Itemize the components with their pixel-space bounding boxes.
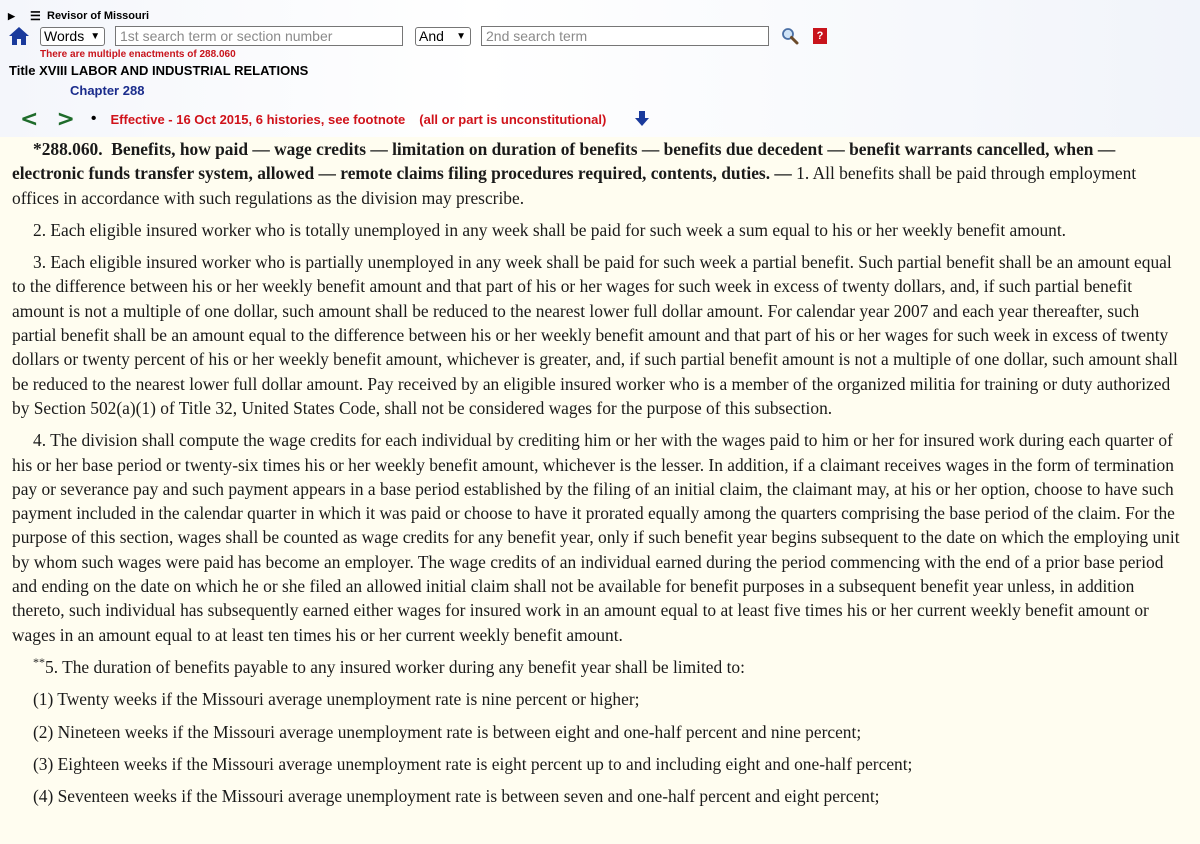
expand-icon[interactable]: ▶: [8, 10, 15, 21]
search-term-2-placeholder: 2nd search term: [486, 28, 588, 44]
subsection-1: 1. All benefits shall be paid through employment offices in accordance with such regulations as the division may prescribe.: [12, 163, 1137, 208]
search-bar: [8, 24, 827, 48]
chapter-link[interactable]: Chapter 288: [70, 83, 145, 98]
list-item: (4) Seventeen weeks if the Missouri average unemployment rate is between seven and one-half percent and eight percent;: [33, 786, 880, 807]
bullet-icon: •: [90, 110, 97, 127]
search-term-2-input[interactable]: [481, 26, 769, 46]
arrow-down-icon[interactable]: [634, 110, 650, 128]
search-term-1-placeholder: 1st search term or section number: [120, 28, 333, 44]
list-item: (1) Twenty weeks if the Missouri average unemployment rate is nine percent or higher;: [33, 689, 640, 710]
previous-section-button[interactable]: <: [20, 106, 39, 132]
search-operator-value: And: [419, 28, 444, 44]
effective-date-link[interactable]: Effective - 16 Oct 2015, 6 histories, see footnote: [110, 111, 406, 127]
footnote-marker[interactable]: **: [33, 655, 45, 670]
subsection-5-paragraph: [0, 655, 1200, 679]
search-operator-select[interactable]: [415, 27, 471, 46]
subsection-3: 3. Each eligible insured worker who is partially unemployed in any week shall be paid for such week a partial benefit. Such partial benefit shall be an amount equal to the difference between his or her weekly benefit amount and that part of his or her wages for such week in excess of twenty dollars, and, if such partial benefit amount is not a multiple of one dollar, such amount shall be reduced to the nearest lower full dollar amount. For calendar year 2007 and each year thereafter, such partial benefit shall be an amount equal to the difference between his or her weekly benefit amount and that part of his or her wages for such week in excess of twenty dollars or twenty percent of his or her weekly benefit amount, whichever is greater, and, if such partial benefit amount is not a multiple of one dollar, such amount shall be reduced to the nearest lower full dollar amount. Pay received by an eligible insured worker who is a member of the organized militia for training or duty authorized by Section 502(a)(1) of Title 32, United States Code, shall not be considered wages for the purpose of this subsection.: [12, 252, 1178, 418]
section-heading: Benefits, how paid — wage credits — limitation on duration of benefits — benefits due decedent — benefit warrants cancelled, when — electronic funds transfer system, allowed — remote claims filing procedures required, contents, duties. —: [12, 139, 1116, 184]
menu-icon[interactable]: ☰: [30, 9, 41, 23]
unconstitutional-notice: (all or part is unconstitutional): [419, 111, 607, 127]
section-number: *288.060.: [33, 139, 103, 159]
chevron-down-icon: ▼: [90, 30, 101, 42]
list-item: (3) Eighteen weeks if the Missouri average unemployment rate is eight percent up to and including eight and one-half percent;: [33, 753, 913, 774]
list-item: (2) Nineteen weeks if the Missouri average unemployment rate is between eight and one-half percent and nine percent;: [33, 721, 862, 742]
search-term-1-input[interactable]: [115, 26, 403, 46]
section-heading-paragraph: [0, 137, 1200, 210]
home-icon[interactable]: [8, 26, 30, 46]
section-nav: [20, 105, 650, 133]
site-name[interactable]: Revisor of Missouri: [47, 10, 150, 22]
search-mode-value: Words: [44, 28, 85, 44]
multiple-enactments-link[interactable]: There are multiple enactments of 288.060: [40, 49, 236, 60]
chevron-down-icon: ▼: [456, 30, 466, 42]
search-icon[interactable]: [781, 27, 799, 45]
next-section-button[interactable]: >: [56, 106, 75, 132]
subsection-2: 2. Each eligible insured worker who is totally unemployed in any week shall be paid for such week a sum equal to his or her weekly benefit amount.: [33, 219, 1067, 240]
subsection-4: 4. The division shall compute the wage credits for each individual by crediting him or her with the wages paid to him or her for insured work during each quarter of his or her base period or twenty-six times his or her weekly benefit amount, whichever is the lesser. In addition, if a claimant receives wages in the form of termination pay or severance pay and such payment appears in a base period established by the filing of an initial claim, the claimant may, at his or her option, choose to have such payment included in the calendar quarter in which it was paid or choose to have it prorated equally among the quarters comprising the base period of the claim. For the purpose of this section, wages shall be counted as wage credits for any benefit year, only if such benefit year begins subsequent to the date on which the employing unit by whom such wages were paid has become an employer. The wage credits of an individual earned during the period commencing with the end of a prior base period and ending on the date on which he or she filed an allowed initial claim shall not be available for benefit purposes in a subsequent benefit year unless, in addition thereto, such individual has subsequently earned either wages for insured work in an amount equal to at least five times his or her current weekly benefit amount or wages in an amount equal to at least ten times his or her current weekly benefit amount.: [12, 430, 1180, 645]
search-mode-select[interactable]: [40, 27, 105, 46]
title-heading[interactable]: Title XVIII LABOR AND INDUSTRIAL RELATIONS: [9, 63, 309, 78]
site-title-bar: [8, 8, 149, 24]
help-button[interactable]: ?: [813, 28, 827, 44]
subsection-5: 5. The duration of benefits payable to any insured worker during any benefit year shall be limited to:: [45, 656, 745, 677]
site-header: [0, 0, 1200, 137]
section-content: [0, 137, 1200, 844]
